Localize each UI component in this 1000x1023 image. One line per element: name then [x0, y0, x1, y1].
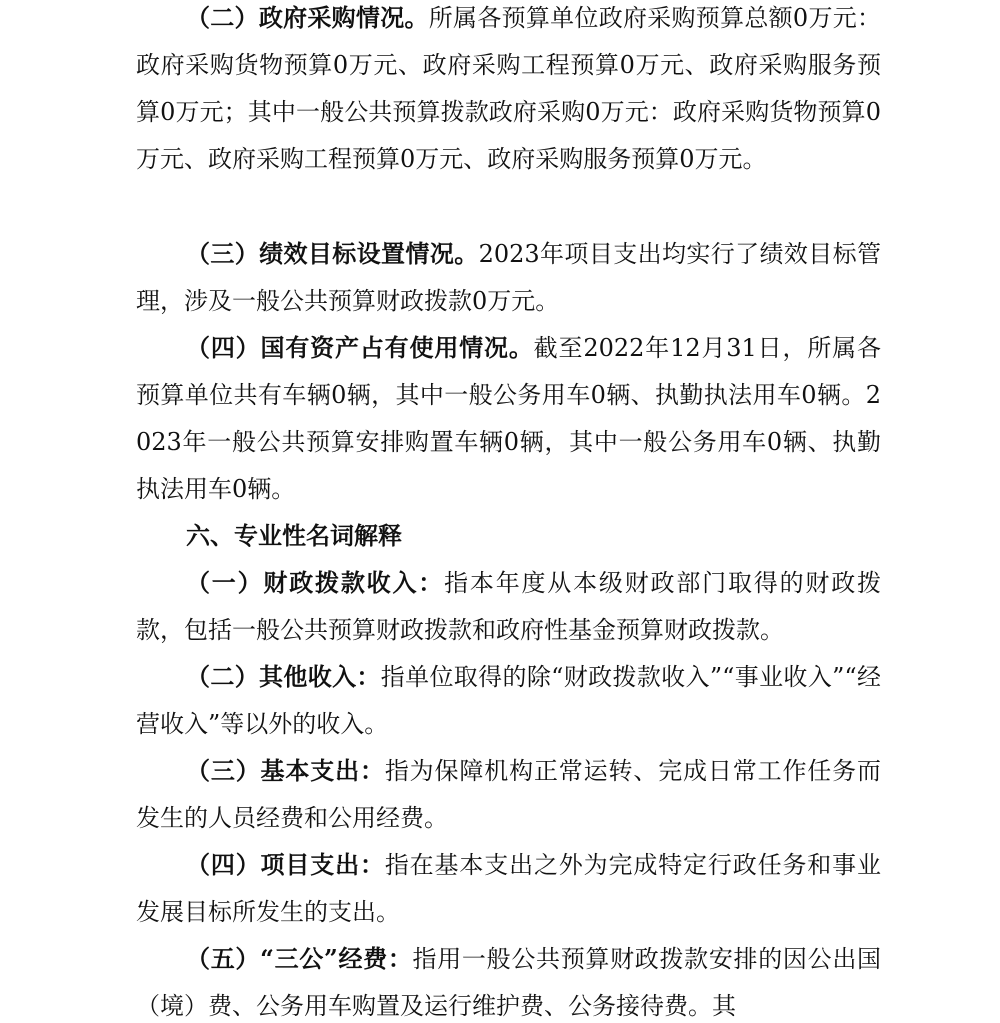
term-other-income [136, 653, 881, 748]
paragraph-lead: （三）绩效目标设置情况。 [186, 239, 479, 268]
term-body: 指在基本支出之外为完成特定行政任务和事业发展目标所发生的支出。 [136, 851, 882, 926]
term-lead: （四）项目支出： [186, 850, 385, 879]
paragraph-body: 截至2022年12月31日，所属各预算单位共有车辆0辆，其中一般公务用车0辆、执勤执法用车0辆。2023年一般公共预算安排购置车辆0辆，其中一般公务用车0辆、执勤执法用车0辆。 [136, 334, 881, 503]
term-lead: （一）财政拨款收入： [186, 568, 445, 597]
term-body: 指单位取得的除“财政拨款收入”“事业收入”“经营收入”等以外的收入。 [136, 663, 881, 738]
paragraph-government-procurement [136, 0, 881, 183]
term-body: 指为保障机构正常运转、完成日常工作任务而发生的人员经费和公用经费。 [136, 757, 882, 832]
section-heading-terms: 六、专业性名词解释 [186, 521, 402, 550]
paragraph-lead: （四）国有资产占有使用情况。 [186, 333, 534, 362]
term-fiscal-appropriation-income [136, 559, 881, 654]
paragraph-lead: （二）政府采购情况。 [186, 3, 429, 32]
paragraph-body: 所属各预算单位政府采购预算总额0万元：政府采购货物预算0万元、政府采购工程预算0万元、政府采购服务预算0万元；其中一般公共预算拨款政府采购0万元：政府采购货物预算0万元、政府采购工程预算0万元、政府采购服务预算0万元。 [136, 4, 881, 173]
term-lead: （五）“三公”经费： [186, 944, 413, 973]
paragraph-body: 2023年项目支出均实行了绩效目标管理，涉及一般公共预算财政拨款0万元。 [136, 240, 882, 315]
paragraph-state-assets [136, 324, 881, 513]
term-lead: （三）基本支出： [186, 756, 385, 785]
paragraph-performance-targets [136, 230, 881, 325]
term-body: 指本年度从本级财政部门取得的财政拨款，包括一般公共预算财政拨款和政府性基金预算财政拨款。 [136, 569, 882, 644]
term-three-public-expenses [136, 935, 881, 1023]
term-project-expenditure [136, 841, 881, 936]
term-body: 指用一般公共预算财政拨款安排的因公出国（境）费、公务用车购置及运行维护费、公务接待费。其 [136, 945, 882, 1020]
term-lead: （二）其他收入： [186, 662, 381, 691]
term-basic-expenditure [136, 747, 881, 842]
